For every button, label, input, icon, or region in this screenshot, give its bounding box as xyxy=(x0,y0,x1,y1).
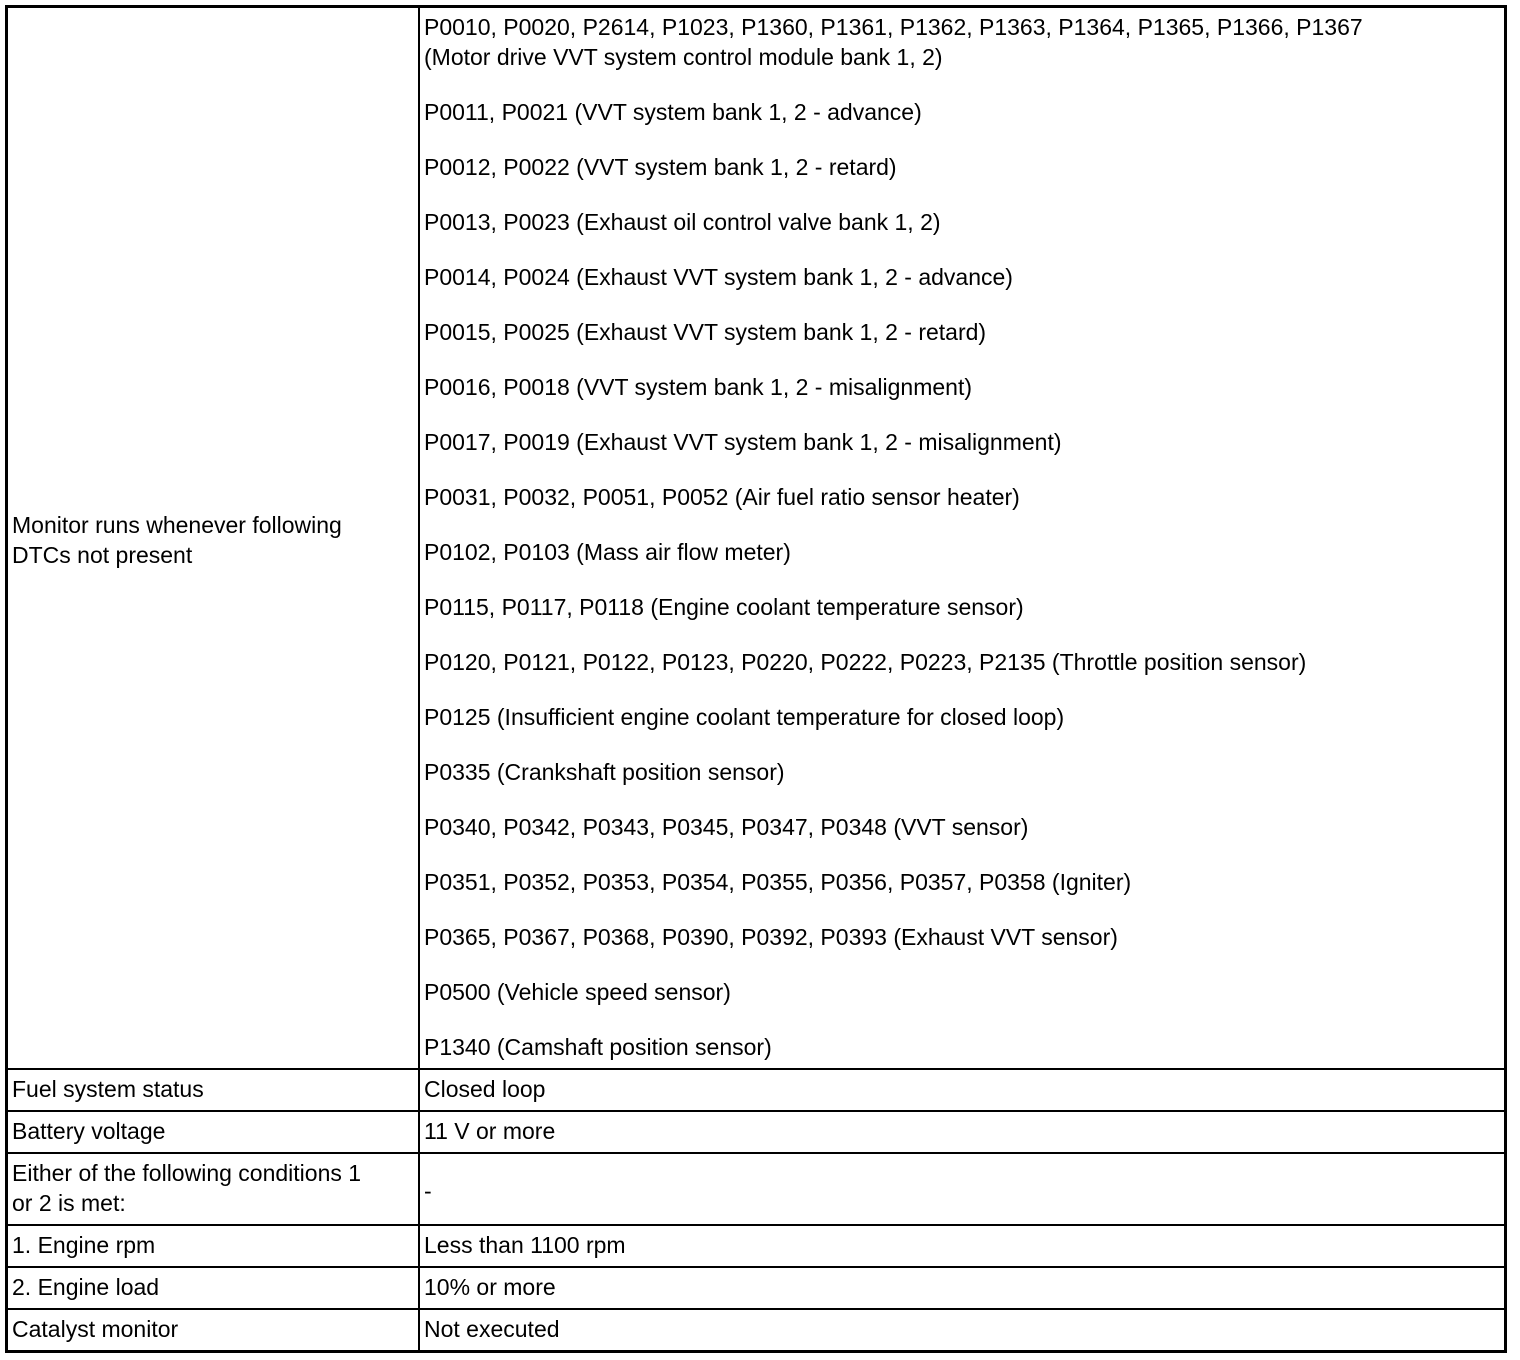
conditions-table xyxy=(8,8,1504,1351)
dtc-list-item: P0012, P0022 (VVT system bank 1, 2 - retard) xyxy=(424,154,897,180)
dtc-list-item: P0010, P0020, P2614, P1023, P1360, P1361, P1362, P1363, P1364, P1365, P1366, P1367 (Motor drive VVT system control module bank 1, 2) xyxy=(424,14,1363,70)
row-value: Less than 1100 rpm xyxy=(419,1225,1504,1267)
row-label-text: Either of the following conditions 1 or 2 is met: xyxy=(12,1160,362,1216)
row-label: 1. Engine rpm xyxy=(8,1225,419,1267)
table-row-dtc-conditions xyxy=(8,8,1504,1069)
row-value: 11 V or more xyxy=(419,1111,1504,1153)
dtc-list-item: P0014, P0024 (Exhaust VVT system bank 1, 2 - advance) xyxy=(424,264,1013,290)
table-row-engine-load xyxy=(8,1267,1504,1309)
dtc-condition-label-text: Monitor runs whenever following DTCs not present xyxy=(12,512,342,568)
table-row-catalyst-monitor xyxy=(8,1309,1504,1351)
dtc-list-item: P0125 (Insufficient engine coolant temperature for closed loop) xyxy=(424,704,1065,730)
dtc-list-item: P0335 (Crankshaft position sensor) xyxy=(424,759,785,785)
table-row-battery-voltage xyxy=(8,1111,1504,1153)
dtc-list-cell xyxy=(419,8,1504,1069)
dtc-list-item: P0031, P0032, P0051, P0052 (Air fuel ratio sensor heater) xyxy=(424,484,1020,510)
table-row-fuel-system-status xyxy=(8,1069,1504,1111)
dtc-list-item: P0102, P0103 (Mass air flow meter) xyxy=(424,539,791,565)
dtc-list-item: P0120, P0121, P0122, P0123, P0220, P0222, P0223, P2135 (Throttle position sensor) xyxy=(424,649,1307,675)
dtc-condition-label xyxy=(8,8,419,1069)
dtc-list-item: P0011, P0021 (VVT system bank 1, 2 - advance) xyxy=(424,99,922,125)
dtc-list-item: P0500 (Vehicle speed sensor) xyxy=(424,979,731,1005)
row-label: 2. Engine load xyxy=(8,1267,419,1309)
dtc-list-item: P0351, P0352, P0353, P0354, P0355, P0356, P0357, P0358 (Igniter) xyxy=(424,869,1132,895)
dtc-list-item: P0015, P0025 (Exhaust VVT system bank 1, 2 - retard) xyxy=(424,319,987,345)
dtc-list-item: P0013, P0023 (Exhaust oil control valve bank 1, 2) xyxy=(424,209,941,235)
dtc-list-item: P0016, P0018 (VVT system bank 1, 2 - misalignment) xyxy=(424,374,973,400)
row-value: Not executed xyxy=(419,1309,1504,1351)
dtc-list-item: P0365, P0367, P0368, P0390, P0392, P0393 (Exhaust VVT sensor) xyxy=(424,924,1118,950)
row-value: 10% or more xyxy=(419,1267,1504,1309)
table-row-engine-rpm xyxy=(8,1225,1504,1267)
dtc-list-item: P1340 (Camshaft position sensor) xyxy=(424,1034,772,1060)
row-label: Catalyst monitor xyxy=(8,1309,419,1351)
dtc-list-item: P0340, P0342, P0343, P0345, P0347, P0348 (VVT sensor) xyxy=(424,814,1029,840)
table-row-either-condition xyxy=(8,1153,1504,1225)
row-label: Fuel system status xyxy=(8,1069,419,1111)
dtc-list-item: P0017, P0019 (Exhaust VVT system bank 1, 2 - misalignment) xyxy=(424,429,1062,455)
row-label: Battery voltage xyxy=(8,1111,419,1153)
row-value: - xyxy=(419,1153,1504,1225)
row-label xyxy=(8,1153,419,1225)
row-value: Closed loop xyxy=(419,1069,1504,1111)
dtc-list-item: P0115, P0117, P0118 (Engine coolant temperature sensor) xyxy=(424,594,1024,620)
conditions-table-frame xyxy=(5,5,1507,1353)
